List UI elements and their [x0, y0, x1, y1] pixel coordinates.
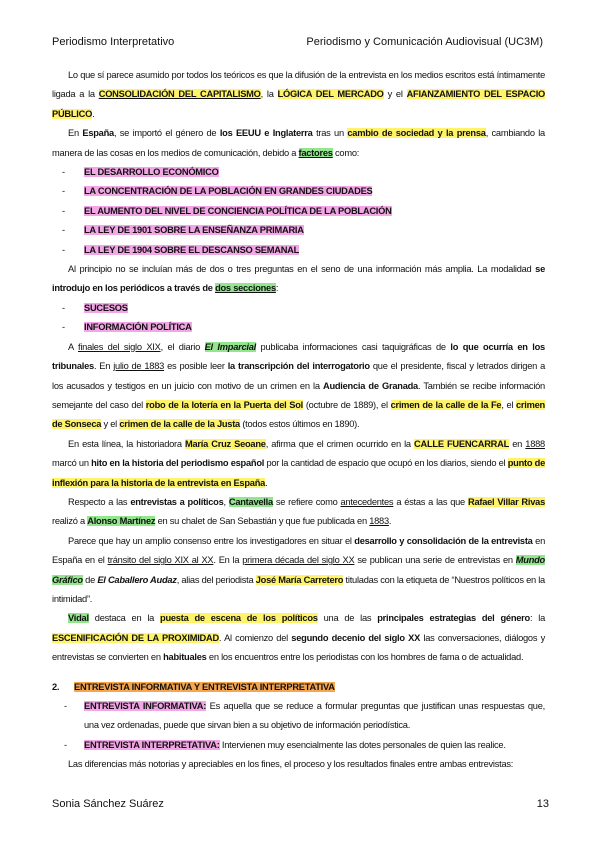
term-informativa: ENTREVISTA INFORMATIVA: — [84, 701, 207, 711]
text: A — [68, 341, 78, 352]
factor-item: LA CONCENTRACIÓN DE LA POBLACIÓN EN GRANDES CIUDADES — [84, 186, 373, 197]
highlight-mundo-grafico: Mundo Gráfico — [52, 555, 545, 585]
text: . — [265, 477, 268, 488]
text: . En — [93, 361, 114, 372]
seccion-item: INFORMACIÓN POLÍTICA — [84, 322, 192, 333]
header-course-title: Periodismo Interpretativo — [52, 36, 175, 48]
text: . Al comienzo del — [218, 632, 292, 643]
highlight-espacio-publico: AFIANZAMIENTO DEL ESPACIO PÚBLICO — [52, 89, 546, 119]
highlight-el-imparcial: El Imparcial — [204, 341, 256, 352]
highlight-loteria: robo de la lotería en la Puerta del Sol — [145, 399, 304, 410]
definition-informativa — [52, 697, 545, 736]
text: como: — [332, 147, 360, 158]
highlight-cambio-sociedad: cambio de sociedad y la prensa — [347, 128, 486, 139]
text: tras un — [312, 128, 348, 139]
list-item — [52, 241, 545, 260]
underline-primera-decada: primera década del siglo XX — [242, 555, 355, 566]
highlight-cantavella: Cantavella — [228, 496, 273, 507]
list-item — [52, 163, 545, 182]
underline-finales-siglo: finales del siglo XIX — [78, 341, 161, 352]
bold-caballero-audaz: El Caballero Audaz — [97, 574, 177, 585]
highlight-escenificacion: ESCENIFICACIÓN DE LA PROXIMIDAD — [52, 632, 219, 643]
text: . En la — [213, 555, 243, 566]
section-title: ENTREVISTA INFORMATIVA Y ENTREVISTA INTERPRETATIVA — [74, 681, 335, 692]
highlight-capitalismo: CONSOLIDACIÓN DEL CAPITALISMO — [98, 89, 261, 100]
definition-interpretativa — [52, 736, 545, 755]
text: Lo que sí parece asumido por todos los teóricos es que la difusión de la entrevista en los medios escritos está íntimamente ligada a la — [52, 70, 545, 100]
text: se refiere como — [272, 496, 341, 507]
term-interpretativa: ENTREVISTA INTERPRETATIVA: — [84, 739, 220, 750]
text: por la cantidad de espacio que ocupó en los diarios, siendo el — [264, 458, 508, 469]
text: tituladas con la etiqueta de “Nuestros políticos en la intimidad”. — [52, 574, 545, 604]
section-number: 2. — [52, 681, 60, 692]
paragraph-vidal — [52, 609, 545, 667]
text: , se importó el género de — [113, 128, 220, 139]
highlight-fuencarral: CALLE FUENCARRAL — [414, 438, 510, 449]
text: , alias del periodista — [176, 574, 256, 585]
text: : — [275, 283, 279, 294]
text: que el presidente, fiscal y letrados dirigen a los acusados y testigos en un juicio con motivo de un crimen en la — [52, 361, 546, 391]
text: a éstas a las que — [393, 496, 468, 507]
text: una de las — [317, 613, 378, 624]
text: en los encuentros entre los periodistas con los hombres de fama o de actualidad. — [206, 652, 524, 663]
text: (todos estos últimos en 1890). — [239, 419, 360, 430]
factor-item: EL AUMENTO DEL NIVEL DE CONCIENCIA POLÍTICA DE LA POBLACIÓN — [84, 205, 392, 216]
highlight-calle-justa: crimen de la calle de la Justa — [119, 419, 240, 430]
bold-estrategias: principales estrategias del género — [377, 613, 530, 624]
section-heading — [52, 678, 545, 697]
list-item — [52, 202, 545, 221]
highlight-mercado: LÓGICA DEL MERCADO — [277, 89, 384, 100]
text: las conversaciones, diálogos y entrevistas se convierten en — [52, 632, 545, 663]
text: destaca en la — [88, 613, 161, 624]
factor-item: LA LEY DE 1901 SOBRE LA ENSEÑANZA PRIMARIA — [84, 225, 304, 236]
definitions-list — [52, 697, 545, 755]
bold-desarrollo: desarrollo y consolidación de la entrevista — [354, 535, 533, 546]
bold-audiencia: Audiencia de Granada — [322, 380, 418, 391]
text: . — [388, 516, 392, 527]
bold-introdujo: se introdujo en los periódicos a través de — [52, 264, 545, 294]
text: , el — [501, 399, 516, 410]
paragraph-diferencias: Las diferencias más notorias y apreciables en los fines, el proceso y los resultados finales entre ambas entrevistas: — [68, 759, 514, 770]
text: y el — [383, 89, 407, 100]
bold-segundo-decenio: segundo decenio del siglo XX — [291, 632, 421, 643]
highlight-dos-secciones: dos secciones — [215, 283, 276, 294]
bold-eeuu: los EEUU e Inglaterra — [219, 128, 313, 139]
definition-text: Es aquella que se reduce a formular preguntas que justifican unas respuestas que, una vez ordenadas, puede que sirvan bien a su objetivo de información periodística. — [84, 701, 545, 731]
paragraph-espana — [52, 124, 545, 163]
highlight-carretero: José María Carretero — [255, 574, 344, 585]
underline-1883: 1883 — [369, 516, 389, 527]
seccion-item: SUCESOS — [84, 302, 128, 313]
factor-item: EL DESARROLLO ECONÓMICO — [84, 167, 219, 178]
bold-tribunales: lo que ocurría en los tribunales — [52, 341, 545, 372]
text: se publican una serie de entrevistas en — [354, 555, 516, 566]
text: Al principio no se incluían más de dos o tres preguntas en el seno de una información más amplia. La modalidad — [68, 264, 536, 275]
text: , la — [260, 89, 278, 100]
secciones-list — [52, 299, 545, 338]
page-number: 13 — [536, 798, 549, 810]
text: . — [92, 108, 95, 119]
underline-julio-1883: julio de 1883 — [113, 361, 165, 372]
text: En esta línea, la historiadora — [68, 438, 186, 449]
text: , cambiando la manera de las cosas en los medios de comunicación, debido a — [52, 128, 545, 158]
header-degree-title: Periodismo y Comunicación Audiovisual (UC3M) — [306, 36, 543, 48]
page-body — [52, 66, 545, 775]
highlight-puesta-escena: puesta de escena de los políticos — [160, 613, 318, 624]
list-item — [52, 318, 545, 337]
bold-espana: España — [82, 128, 114, 139]
definition-text: Intervienen muy esencialmente las dotes personales de quien las realice. — [219, 739, 506, 750]
highlight-punto-inflexion: punto de inflexión para la historia de la entrevista en España — [52, 458, 545, 488]
factores-list — [52, 163, 545, 260]
underline-1888: 1888 — [525, 438, 545, 449]
text: (octubre de 1889), el — [303, 399, 391, 410]
highlight-villar-rivas: Rafael Villar Rivas — [467, 496, 545, 507]
bold-transcripcion: la transcripción del interrogatorio — [227, 361, 370, 372]
paragraph-capitalismo — [52, 66, 545, 124]
bold-habituales: habituales — [163, 652, 207, 663]
highlight-seoane: María Cruz Seoane — [185, 438, 266, 449]
text: , el diario — [160, 341, 205, 352]
factor-item: LA LEY DE 1904 SOBRE EL DESCANSO SEMANAL — [84, 244, 300, 255]
text: en España en el — [52, 535, 545, 566]
underline-antecedentes: antecedentes — [340, 496, 394, 507]
list-item — [52, 221, 545, 240]
text: realizó a — [52, 516, 88, 527]
text: de — [82, 574, 98, 585]
text: publicaba informaciones casi taquigráficas de — [256, 341, 451, 352]
text: Parece que hay un amplio consenso entre los investigadores en situar el — [68, 535, 355, 546]
text: en su chalet de San Sebastián y que fue publicada en — [155, 516, 370, 527]
paragraph-seoane — [52, 435, 545, 493]
bold-hito: hito en la historia del periodismo español — [91, 458, 265, 469]
highlight-sonseca: crimen de Sonseca — [52, 399, 545, 430]
text: , afirma que el crimen ocurrido en la — [265, 438, 415, 449]
text: en — [509, 438, 526, 449]
text: , — [223, 496, 229, 507]
paragraph-consenso — [52, 532, 545, 610]
paragraph-siglo-xix — [52, 338, 545, 435]
list-item — [52, 299, 545, 318]
paragraph-principio — [52, 260, 545, 299]
footer-author: Sonia Sánchez Suárez — [52, 798, 164, 810]
underline-transito: tránsito del siglo XIX al XX — [107, 555, 214, 566]
text: Respecto a las — [68, 496, 131, 507]
text: y el — [101, 419, 120, 430]
text: marcó un — [52, 458, 92, 469]
text: En — [68, 128, 83, 139]
paragraph-politicos — [52, 493, 545, 532]
text: . También se recibe información semejante del caso del — [52, 380, 545, 410]
bold-entrevistas-politicos: entrevistas a políticos — [130, 496, 224, 507]
text: es posible leer — [164, 361, 228, 372]
highlight-calle-fe: crimen de la calle de la Fe — [390, 399, 502, 410]
text: : la — [529, 613, 545, 624]
list-item — [52, 182, 545, 201]
highlight-alonso-martinez: Alonso Martínez — [87, 516, 156, 527]
highlight-vidal: Vidal — [68, 613, 89, 624]
highlight-factores: factores — [298, 147, 333, 158]
